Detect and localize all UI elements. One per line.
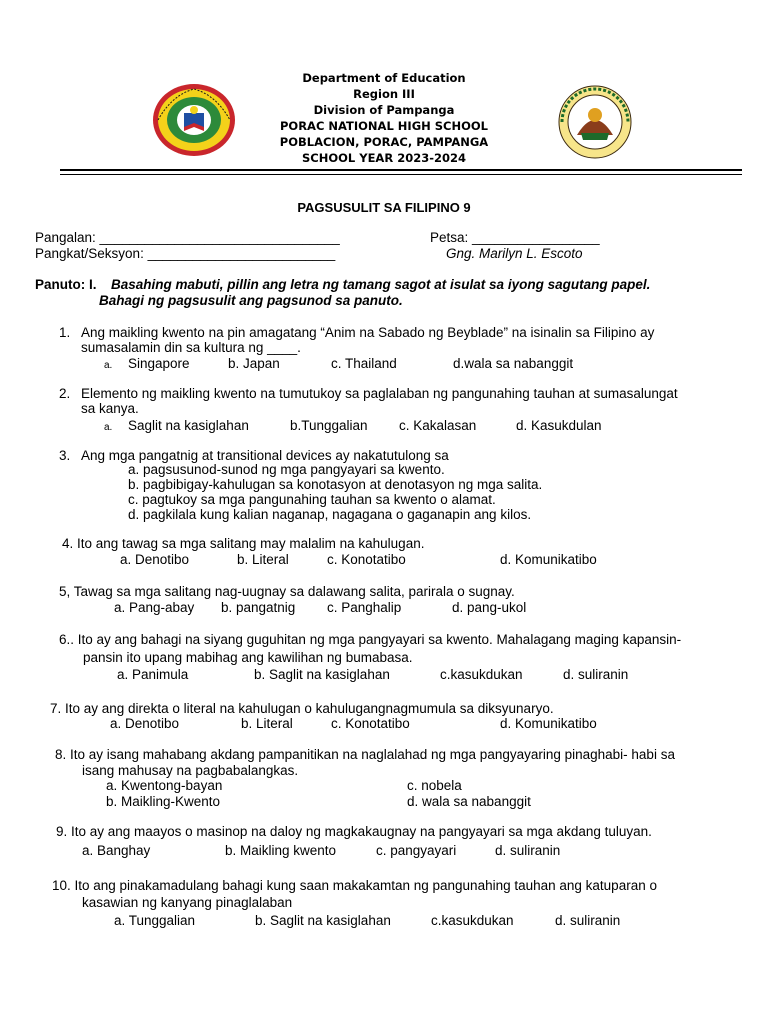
q1-choice-a: Singapore <box>128 356 190 371</box>
header-line-1: Department of Education <box>302 71 466 85</box>
q2-choice-c: c. Kakalasan <box>399 418 477 433</box>
q6-stem-line-1: 6.. Ito ay ang bahagi na siyang guguhitan ng mga pangyayari sa kwento. Mahalagang maging kapansin- <box>59 632 682 647</box>
q6-choice-d: d. suliranin <box>563 667 629 682</box>
q8-choice-a: a. Kwentong-bayan <box>106 778 223 793</box>
q4-choice-c: c. Konotatibo <box>327 552 406 567</box>
q1-stem-line-2: sumasalamin din sa kultura ng ____. <box>81 340 301 355</box>
q3-choice-d: d. pagkilala kung kalian naganap, nagagana o gaganapin ang kilos. <box>128 507 532 522</box>
q5-choice-b: b. pangatnig <box>221 600 296 615</box>
q1-choice-b: b. Japan <box>228 356 280 371</box>
q3-choice-c: c. pagtukoy sa mga pangunahing tauhan sa kwento o alamat. <box>128 492 496 507</box>
q2-stem-line-1: Elemento ng maikling kwento na tumutukoy sa paglalaban ng pangunahing tauhan at sumasalungat <box>81 386 678 401</box>
q9-choice-c: c. pangyayari <box>376 843 457 858</box>
q2-number: 2. <box>59 386 71 401</box>
q10-choice-c: c.kasukdukan <box>431 913 514 928</box>
q3-stem: Ang mga pangatnig at transitional devices ay nakatutulong sa <box>81 448 449 463</box>
header-divider-thick <box>60 169 742 171</box>
q4-choice-a: a. Denotibo <box>120 552 190 567</box>
q6-choice-c: c.kasukdukan <box>440 667 523 682</box>
q6-choice-b: b. Saglit na kasiglahan <box>254 667 390 682</box>
q8-stem-line-2: isang mahusay na pagbabalangkas. <box>82 763 299 778</box>
q10-stem-line-2: kasawian ng kanyang pinaglalaban <box>82 895 293 910</box>
date-field: Petsa: _________________ <box>430 230 600 245</box>
q5-choice-a: a. Pang-abay <box>114 600 195 615</box>
q7-choice-a: a. Denotibo <box>110 716 180 731</box>
q9-choice-d: d. suliranin <box>495 843 561 858</box>
q7-stem: 7. Ito ay ang direkta o literal na kahulugan o kahulugangnagmumula sa diksyunaryo. <box>50 701 554 716</box>
header-divider-thin <box>60 174 742 175</box>
q9-choice-b: b. Maikling kwento <box>225 843 337 858</box>
school-header <box>0 70 768 166</box>
q10-choice-a: a. Tunggalian <box>114 913 196 928</box>
q10-stem-line-1: 10. Ito ang pinakamadulang bahagi kung saan makakamtan ng pangunahing tauhan ang katuparan o <box>52 878 657 893</box>
header-line-3: Division of Pampanga <box>313 103 455 117</box>
instructions-label: Panuto: I. <box>35 277 97 292</box>
q1-stem-line-1: Ang maikling kwento na pin amagatang “Anim na Sabado ng Beyblade” na isinalin sa Filipino ay <box>81 325 655 340</box>
q4-choice-d: d. Komunikatibo <box>500 552 597 567</box>
q1-number: 1. <box>59 325 71 340</box>
q4-stem: 4. Ito ang tawag sa mga salitang may malalim na kahulugan. <box>62 536 425 551</box>
q7-choice-b: b. Literal <box>241 716 293 731</box>
q2-choice-d: d. Kasukdulan <box>516 418 602 433</box>
q6-choice-a: a. Panimula <box>117 667 189 682</box>
q8-choice-b: b. Maikling-Kwento <box>106 794 221 809</box>
name-field: Pangalan: ________________________________ <box>35 230 340 245</box>
q7-choice-c: c. Konotatibo <box>331 716 410 731</box>
teacher-name: Gng. Marilyn L. Escoto <box>446 246 583 261</box>
q2-stem-line-2: sa kanya. <box>81 401 139 416</box>
q2-choice-a-letter: a. <box>104 422 113 433</box>
q5-choice-d: d. pang-ukol <box>452 600 527 615</box>
header-line-2: Region III <box>353 87 415 101</box>
q10-choice-d: d. suliranin <box>555 913 621 928</box>
q2-choice-b: b.Tunggalian <box>290 418 368 433</box>
q2-choice-a: Saglit na kasiglahan <box>128 418 249 433</box>
q6-stem-line-2: pansin ito upang mabihag ang kawilihan ng bumabasa. <box>83 650 413 665</box>
q5-choice-c: c. Panghalip <box>327 600 402 615</box>
header-line-6: SCHOOL YEAR 2023-2024 <box>302 151 466 165</box>
q1-choice-a-letter: a. <box>104 360 113 371</box>
q8-choice-d: d. wala sa nabanggit <box>407 794 531 809</box>
q9-choice-a: a. Banghay <box>82 843 151 858</box>
q8-choice-c: c. nobela <box>407 778 462 793</box>
section-field: Pangkat/Seksyon: _________________________ <box>35 246 336 261</box>
q3-choice-b: b. pagbibigay-kahulugan sa konotasyon at denotasyon ng mga salita. <box>128 477 543 492</box>
q9-stem: 9. Ito ay ang maayos o masinop na daloy ng magkakaugnay na pangyayari sa mga akdang tuluyan. <box>56 824 652 839</box>
instructions-line-1: Basahing mabuti, pillin ang letra ng tamang sagot at isulat sa iyong sagutang papel. <box>111 277 651 292</box>
q7-choice-d: d. Komunikatibo <box>500 716 597 731</box>
q5-stem: 5, Tawag sa mga salitang nag-uugnay sa dalawang salita, parirala o sugnay. <box>59 584 515 599</box>
header-line-5: POBLACION, PORAC, PAMPANGA <box>279 135 489 149</box>
q1-choice-d: d.wala sa nabanggit <box>453 356 574 371</box>
header-line-4: PORAC NATIONAL HIGH SCHOOL <box>280 119 488 133</box>
q1-choice-c: c. Thailand <box>331 356 397 371</box>
q3-choice-a: a. pagsusunod-sunod ng mga pangyayari sa kwento. <box>128 462 445 477</box>
q8-stem-line-1: 8. Ito ay isang mahabang akdang pampanitikan na naglalahad ng mga pangyayaring pinaghabi- habi sa <box>55 747 675 762</box>
instructions-line-2: Bahagi ng pagsusulit ang pagsunod sa panuto. <box>99 293 403 308</box>
q3-number: 3. <box>59 448 71 463</box>
exam-title: PAGSUSULIT SA FILIPINO 9 <box>297 200 471 215</box>
q10-choice-b: b. Saglit na kasiglahan <box>255 913 391 928</box>
q4-choice-b: b. Literal <box>237 552 289 567</box>
